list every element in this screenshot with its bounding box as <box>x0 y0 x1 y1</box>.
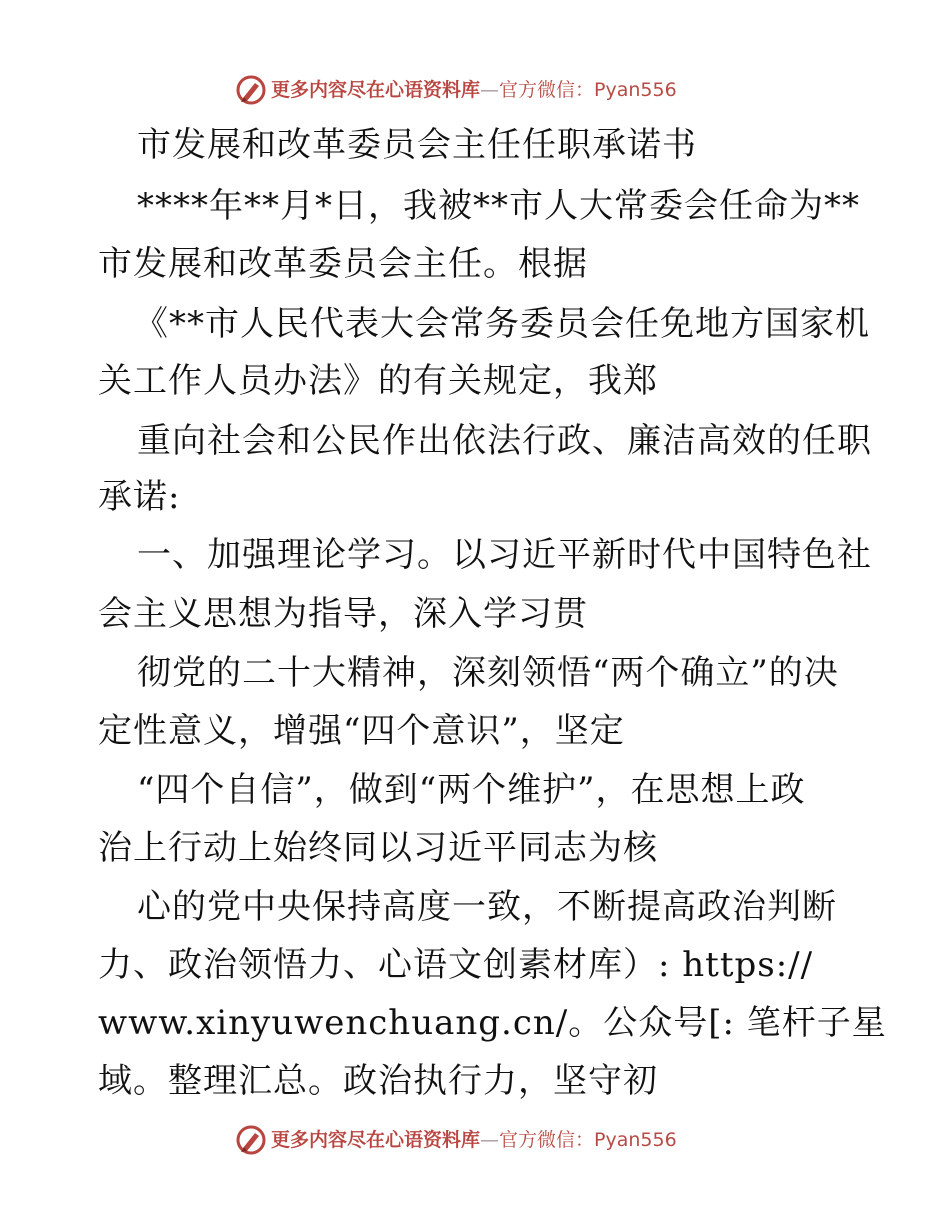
text-line-14: 力、政治领悟力、心语文创素材库）: https:// <box>98 945 814 985</box>
text-line-7: 一、加强理论学习。以习近平新时代中国特色社 <box>137 535 872 575</box>
text-line-16: 域。整理汇总。政治执行力，坚守初 <box>98 1061 658 1101</box>
promo-wechat-id: Pyan556 <box>594 79 677 101</box>
text-line-11: “四个自信”，做到“两个维护”，在思想上政 <box>137 770 806 810</box>
promo-main: 更多内容尽在心语资料库 <box>271 79 481 101</box>
text-line-4: 关工作人员办法》的有关规定，我郑 <box>98 361 658 401</box>
text-line-15: www.xinyuwenchuang.cn/。公众号[: 笔杆子星 <box>98 1003 887 1043</box>
footer-banner <box>0 1120 950 1160</box>
promo-wechat-id: Pyan556 <box>594 1129 677 1151</box>
promo-dash: — <box>480 1129 500 1151</box>
logo-pen-icon <box>235 1124 267 1156</box>
promo-wechat-label: 官方微信： <box>499 1129 595 1151</box>
footer-promo-text <box>271 1128 677 1152</box>
text-line-6: 承诺: <box>98 477 181 517</box>
text-line-13: 心的党中央保持高度一致，不断提高政治判断 <box>137 887 837 927</box>
document-title: 市发展和改革委员会主任任职承诺书 <box>137 125 697 165</box>
text-line-5: 重向社会和公民作出依法行政、廉洁高效的任职 <box>137 421 872 461</box>
promo-dash: — <box>480 79 500 101</box>
text-line-8: 会主义思想为指导，深入学习贯 <box>98 594 588 634</box>
text-line-9: 彻党的二十大精神，深刻领悟“两个确立”的决 <box>137 653 839 693</box>
promo-wechat-label: 官方微信： <box>499 79 595 101</box>
text-line-2: 市发展和改革委员会主任。根据 <box>98 244 588 284</box>
text-line-12: 治上行动上始终同以习近平同志为核 <box>98 828 658 868</box>
text-line-1: ****年**月*日，我被**市人大常委会任命为** <box>137 186 860 226</box>
text-line-3: 《**市人民代表大会常务委员会任免地方国家机 <box>134 304 870 344</box>
text-line-10: 定性意义，增强“四个意识”，坚定 <box>98 711 625 751</box>
promo-main: 更多内容尽在心语资料库 <box>271 1129 481 1151</box>
